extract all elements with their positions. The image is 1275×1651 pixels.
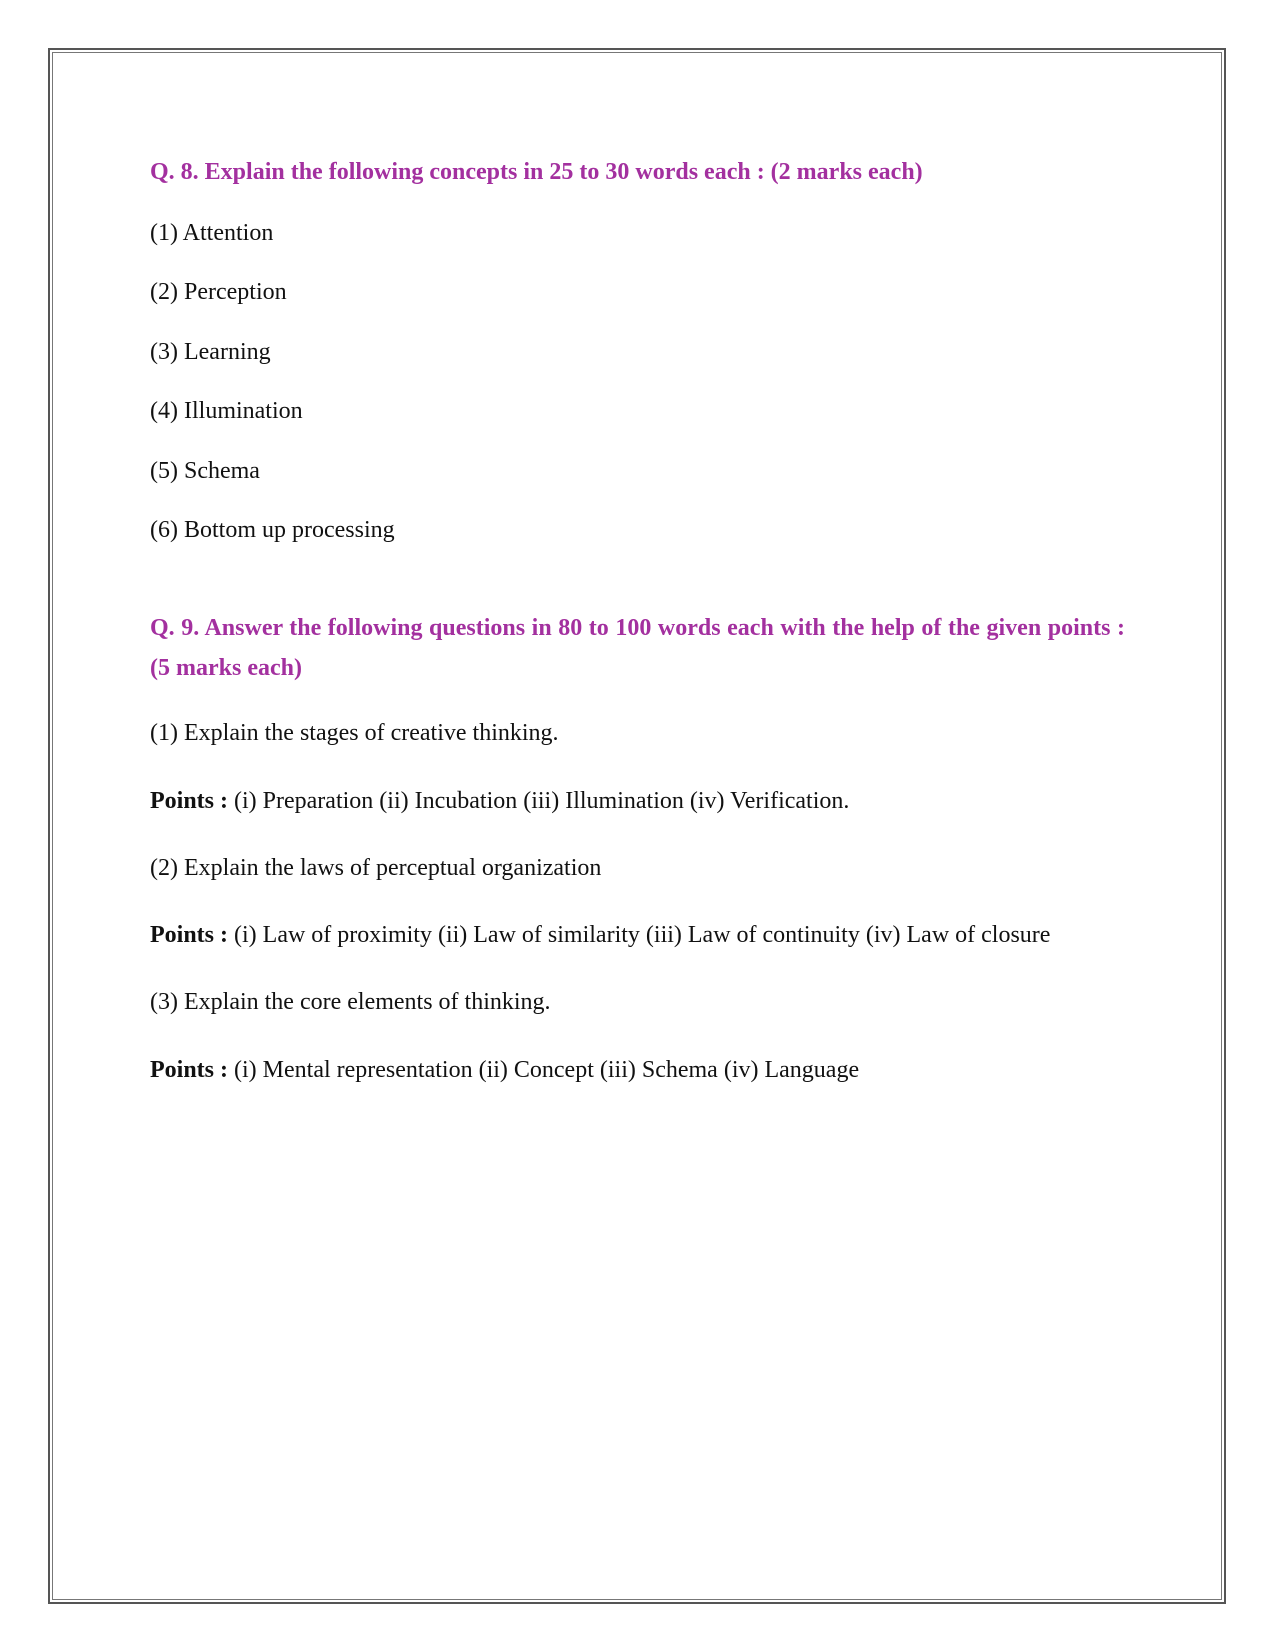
q9-points-2 [150,920,1050,950]
points-label: Points : [150,1057,228,1083]
q9-question-1: (1) Explain the stages of creative thinking. [150,720,559,746]
points-text: (i) Law of proximity (ii) Law of similarity (iii) Law of continuity (iv) Law of closure [234,922,1051,948]
q9-question-3: (3) Explain the core elements of thinking. [150,989,551,1015]
points-label: Points : [150,922,228,948]
q8-item-1: (1) Attention [150,220,274,246]
q8-item-5: (5) Schema [150,458,260,484]
q9-heading: Q. 9. Answer the following questions in 80 to 100 words each with the help of the given points : (5 marks each) [150,615,1125,681]
q9-points-1 [150,786,849,816]
q8-item-6: (6) Bottom up processing [150,517,395,543]
points-text: (i) Mental representation (ii) Concept (iii) Schema (iv) Language [234,1057,860,1083]
q8-item-4: (4) Illumination [150,398,303,424]
points-label: Points : [150,788,228,814]
q8-item-2: (2) Perception [150,279,287,305]
q9-question-2: (2) Explain the laws of perceptual organization [150,855,602,881]
points-text: (i) Preparation (ii) Incubation (iii) Illumination (iv) Verification. [234,788,850,814]
q8-heading: Q. 8. Explain the following concepts in 25 to 30 words each : (2 marks each) [150,159,923,185]
q8-item-3: (3) Learning [150,339,271,365]
q9-points-3 [150,1055,859,1085]
